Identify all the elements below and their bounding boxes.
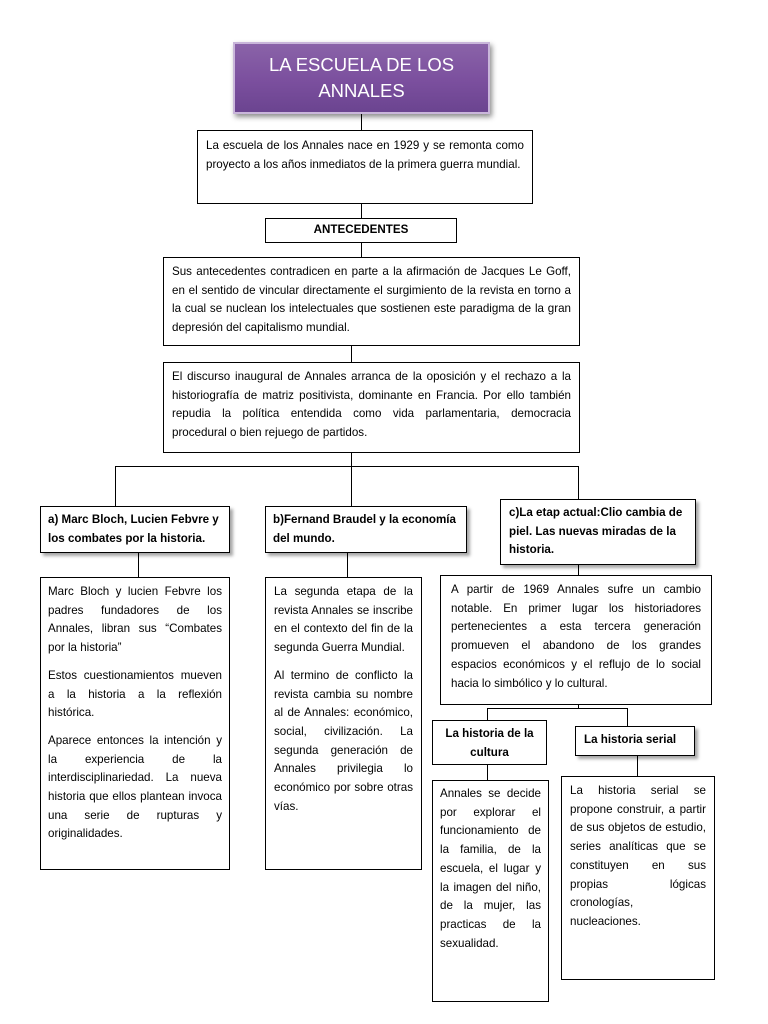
title-box: [233, 42, 490, 114]
branch-b-p2: Al termino de conflicto la revista cambia su nombre al de Annales: económico, social, civilización. La segunda generación de Annales privilegia lo económico por sobre otras vías.: [274, 668, 413, 813]
antecedentes-label-box: [265, 218, 457, 243]
connector-intro-antecedentes: [361, 204, 362, 218]
serial-label: La historia serial: [584, 733, 677, 746]
connector-b-body: [347, 553, 348, 577]
branch-a-heading-box: [40, 506, 230, 553]
connector-c-mid: [578, 705, 579, 709]
branch-b-p1: La segunda etapa de la revista Annales se inscribe en el contexto del fin de la segunda Guerra Mundial.: [274, 585, 413, 655]
antecedentes-label: ANTECEDENTES: [313, 223, 409, 236]
connector-branch-c: [578, 466, 579, 499]
branch-c-heading: c)La etap actual:Clio cambia de piel. Las nuevas miradas de la historia.: [509, 506, 683, 557]
connector-antecedentes-text: [361, 243, 362, 257]
branch-c-p1: A partir de 1969 Annales sufre un cambio notable. En primer lugar los historiadores pertenecientes a esta tercera generación promueven el abandono de los grandes espacios económicos y el reflujo de lo social hacia lo simbólico y lo cultural.: [451, 583, 701, 690]
cultura-label: La historia de la cultura: [445, 727, 534, 759]
connector-title-intro: [361, 114, 362, 130]
intro-text: La escuela de los Annales nace en 1929 y se remonta como proyecto a los años inmediatos de la primera guerra mundial.: [206, 139, 524, 171]
cultura-label-box: [432, 720, 547, 765]
connector-a-body: [138, 553, 139, 577]
connector-horizontal: [115, 466, 578, 467]
connector-serial-text: [637, 756, 638, 776]
connector-c-split: [487, 708, 627, 709]
serial-text: La historia serial se propone construir, a partir de sus objetos de estudio, series analíticas que se constituyen en sus propias lógicas cronologías, nucleaciones.: [570, 784, 706, 928]
connector-cultura-text: [487, 765, 488, 780]
branch-a-p2: Estos cuestionamientos mueven a la historia a la reflexión histórica.: [48, 668, 222, 720]
branch-b-heading-box: [265, 506, 467, 553]
cultura-text-box: [432, 780, 549, 1002]
page-title: LA ESCUELA DE LOS ANNALES: [268, 54, 455, 101]
serial-label-box: [575, 726, 695, 756]
connector-branch-a: [115, 466, 116, 506]
connector-c-body: [578, 565, 579, 575]
branch-b-body-box: [265, 577, 422, 870]
connector-serial: [627, 708, 628, 726]
branch-c-heading-box: [500, 499, 696, 565]
intro-box: [197, 130, 533, 204]
serial-text-box: [561, 776, 715, 980]
connector-cultura: [487, 708, 488, 720]
branch-a-body-box: [40, 577, 230, 870]
cultura-text: Annales se decide por explorar el funcionamiento de la familia, de la escuela, el lugar y la imagen del niño, de la mujer, las practicas de la sexualidad.: [440, 787, 541, 950]
branch-a-heading: a) Marc Bloch, Lucien Febvre y los combates por la historia.: [48, 513, 219, 545]
branch-b-heading: b)Fernand Braudel y la economía del mundo.: [273, 513, 456, 545]
branch-c-body-box: [440, 575, 712, 705]
connector-discurso-down: [351, 453, 352, 466]
branch-a-p3: Aparece entonces la intención y la experiencia de la interdisciplinariedad. La nueva historia que ellos plantean invoca una serie de rupturas y originalidades.: [48, 733, 222, 841]
antecedentes-text: Sus antecedentes contradicen en parte a la afirmación de Jacques Le Goff, en el sentido de vincular directamente el surgimiento de la revista en torno a la cual se nuclean los intelectuales que sostienen este paradigma de la gran depresión del capitalismo mundial.: [172, 265, 571, 335]
discurso-box: [163, 362, 580, 453]
connector-text-discurso: [351, 346, 352, 362]
branch-a-p1: Marc Bloch y lucien Febvre los padres fundadores de los Annales, libran sus “Combates por la historia”: [48, 585, 222, 655]
connector-branch-b: [351, 466, 352, 506]
discurso-text: El discurso inaugural de Annales arranca de la oposición y el rechazo a la historiografía de matriz positivista, dominante en Francia. Por ello también repudia la política entendida como vida parlamentaria, democracia procedural o bien rejuego de partidos.: [172, 370, 571, 440]
antecedentes-box: [163, 257, 580, 346]
